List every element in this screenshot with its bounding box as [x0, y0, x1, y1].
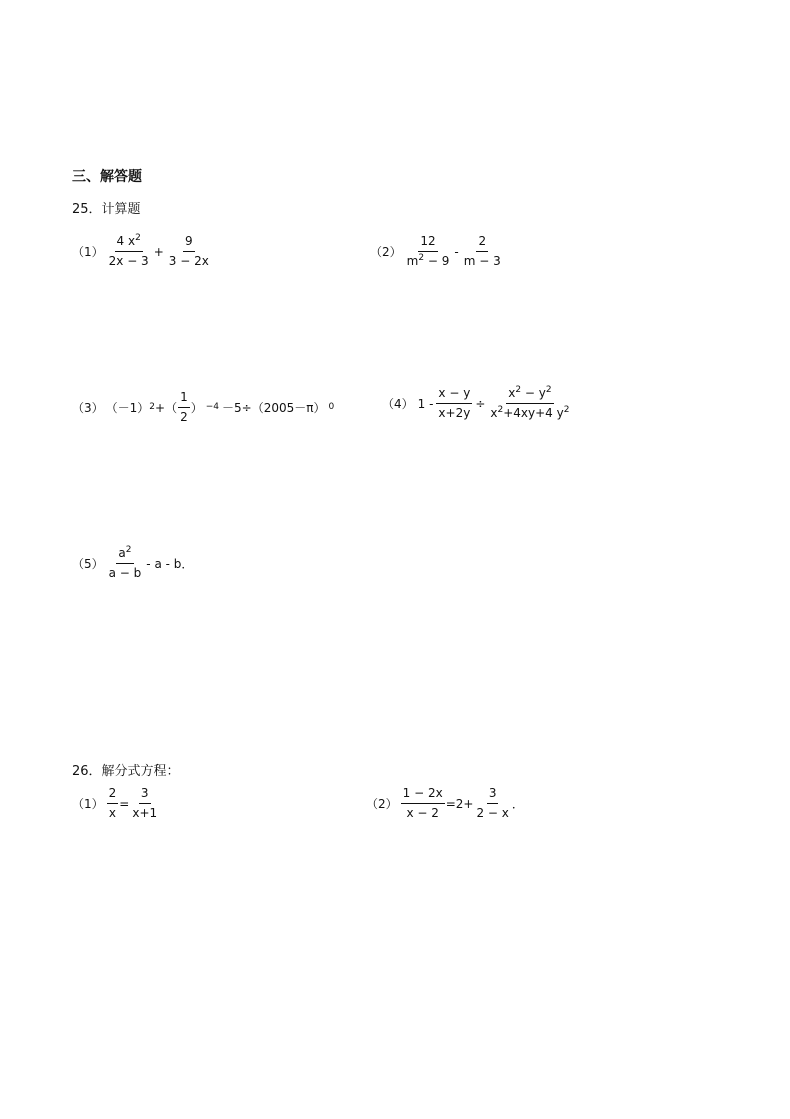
fraction	[474, 786, 510, 821]
numerator: 1 − 2x	[401, 786, 445, 804]
problem-26-1	[72, 786, 160, 821]
equals-sign: =	[119, 796, 130, 811]
operator: +	[153, 244, 164, 259]
problem-label: （1）	[72, 796, 104, 811]
denominator: $m^2 - 9$	[406, 253, 450, 268]
problem-25-1	[72, 234, 212, 269]
denominator: x	[108, 806, 117, 820]
numerator: $x^2 - y^2$	[506, 386, 553, 404]
fraction	[167, 234, 211, 269]
denominator: a − b	[108, 566, 142, 580]
denominator: x − 2	[406, 806, 439, 820]
denominator: m − 3	[463, 254, 501, 268]
problem-label: （2）	[366, 796, 398, 811]
problem-25-5	[72, 546, 195, 581]
term: ．	[511, 796, 524, 811]
term: 1 -	[417, 396, 434, 411]
denominator: $x^2+4xy+4$ $y^2$	[490, 405, 570, 420]
exponent: 2	[149, 402, 156, 412]
question-26-title: 26．解分式方程：	[72, 764, 180, 779]
fraction	[107, 234, 151, 269]
fraction	[462, 234, 503, 269]
numerator: $a^2$	[116, 546, 133, 564]
term: =2+	[445, 796, 474, 811]
problem-25-4	[382, 386, 572, 421]
fraction	[488, 386, 571, 421]
exponent: −4	[205, 402, 220, 412]
question-25-title: 25．计算题	[72, 202, 141, 217]
problem-label: （1）	[72, 244, 104, 259]
denominator: 2 − x	[476, 806, 509, 820]
numerator: 2	[476, 234, 488, 252]
section-title: 三、解答题	[72, 169, 142, 185]
problem-25-2	[370, 234, 504, 269]
denominator: 3 − 2x	[168, 254, 209, 268]
fraction	[436, 386, 472, 421]
fraction	[405, 234, 452, 269]
fraction	[107, 786, 119, 821]
fraction	[107, 546, 144, 581]
fraction	[401, 786, 445, 821]
problem-label: （3）	[72, 400, 104, 415]
denominator: 2x − 3	[108, 254, 149, 268]
numerator: 3	[139, 786, 151, 804]
problem-label: （5）	[72, 556, 104, 571]
problem-26-2	[366, 786, 524, 821]
denominator: 2	[180, 410, 188, 424]
denominator: x+1	[132, 806, 158, 820]
term: －5÷（2005－π）	[222, 400, 326, 415]
problem-label: （4）	[382, 396, 414, 411]
numerator: 12	[418, 234, 437, 252]
exponent: 0	[328, 402, 335, 412]
numerator: 4 $x^2$	[115, 234, 143, 252]
operator: -	[454, 244, 459, 259]
numerator: 9	[183, 234, 195, 252]
numerator: 2	[107, 786, 119, 804]
term: - a - b．	[146, 556, 194, 571]
fraction	[130, 786, 159, 821]
problem-label: （2）	[370, 244, 402, 259]
problem-25-3	[72, 390, 334, 425]
term: ）	[190, 400, 203, 415]
operator: ÷	[475, 396, 486, 411]
numerator: 1	[178, 390, 190, 408]
numerator: x − y	[436, 386, 472, 404]
term: （－1）	[105, 400, 150, 415]
fraction	[178, 390, 190, 425]
numerator: 3	[487, 786, 499, 804]
denominator: x+2y	[438, 406, 471, 420]
term: +（	[155, 400, 178, 415]
